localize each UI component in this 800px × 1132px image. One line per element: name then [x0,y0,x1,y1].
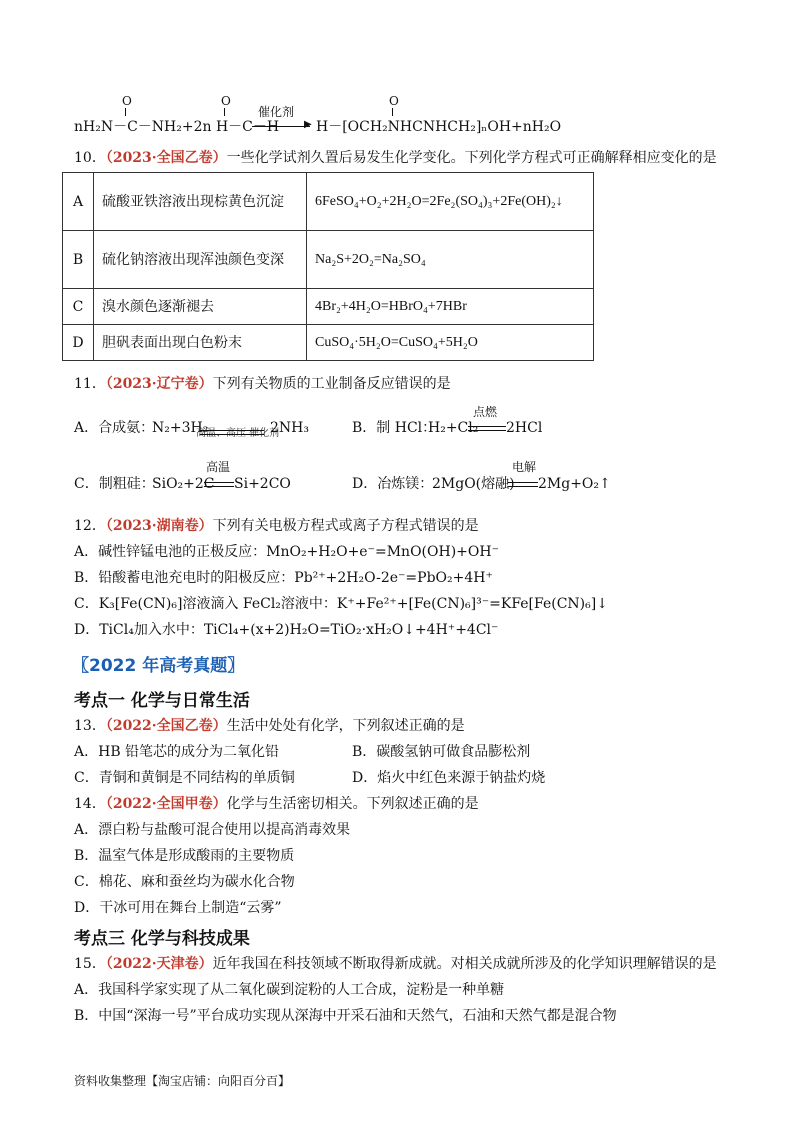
topic-heading-3: 考点三 化学与科技成果 [74,929,250,949]
q11-option-a-right: 2NH₃ [270,420,309,436]
q9-right-side: H－[OCH₂NHCNHCH₂]ₙOH+nH₂O [316,119,562,135]
q12-stem [74,516,479,536]
q11-option-a-label: A．合成氨： [74,420,155,436]
q14-option-d: D．干冰可用在舞台上制造“云雾” [74,900,282,916]
q13-option-a: A．HB 铅笔芯的成分为二氧化铅 [74,744,280,760]
carbonyl-o-1: O [122,94,132,108]
double-bond-1 [125,108,127,116]
question-number: 12． [74,518,106,534]
q11-option-b-condition: 点燃 [473,405,498,419]
q11-option-c-label: C．制粗硅： [74,476,155,492]
question-text: 近年我国在科技领域不断取得新成就。对相关成就所涉及的化学知识理解错误的是 [212,956,717,972]
q11-option-b-right: 2HCl [506,420,543,436]
double-bond-2 [224,108,226,116]
option-description: 胆矾表面出现白色粉末 [94,325,307,361]
option-equation: 4Br₂+4H₂O=HBrO₄+7HBr [307,289,594,325]
q14-option-c: C．棉花、麻和蚕丝均为碳水化合物 [74,874,295,890]
q11-stem [74,374,451,394]
question-text: 生活中处处有化学，下列叙述正确的是 [226,718,465,734]
table-row [63,289,594,325]
q11-option-a-condition: 高温、高压 催化剂 [196,428,280,439]
section-heading-2022: 〖2022 年高考真题〗 [72,656,245,676]
question-text: 下列有关电极方程式或离子方程式错误的是 [212,518,479,534]
equals-sign [508,482,538,487]
q15-option-a: A．我国科学家实现了从二氧化碳到淀粉的人工合成，淀粉是一种单糖 [74,982,505,998]
option-description: 硫酸亚铁溶液出现棕黄色沉淀 [94,173,307,231]
double-bond-3 [392,108,394,116]
equals-sign [468,426,506,431]
question-text: 下列有关物质的工业制备反应错误的是 [212,376,451,392]
q11-option-d-condition: 电解 [512,460,537,474]
q10-options-table [62,172,594,361]
reaction-arrow [252,126,310,127]
question-text: 一些化学试剂久置后易发生化学变化。下列化学方程式可正确解释相应变化的是 [226,150,717,166]
q11-option-d-left: 2MgO(熔融) [432,476,515,492]
question-number: 11． [74,376,106,392]
option-equation: CuSO₄·5H₂O=CuSO₄+5H₂O [307,325,594,361]
q13-stem [74,716,465,736]
question-number: 10． [74,150,106,166]
equals-sign [204,482,234,487]
table-row [63,173,594,231]
option-label: B [63,231,94,289]
q11-option-d-label: D．冶炼镁： [352,476,434,492]
option-label: A [63,173,94,231]
question-number: 15． [74,956,106,972]
option-label: D [63,325,94,361]
question-number: 14． [74,796,106,812]
q14-option-a: A．漂白粉与盐酸可混合使用以提高消毒效果 [74,822,351,838]
q13-option-c: C．青铜和黄铜是不同结构的单质铜 [74,770,295,786]
q13-option-b: B．碳酸氢钠可做食品膨松剂 [352,744,531,760]
q9-left-side: nH₂N－C－NH₂+2n H－C－H [74,119,280,135]
equilibrium-sign [200,430,264,435]
table-row [63,325,594,361]
topic-heading-1: 考点一 化学与日常生活 [74,691,250,711]
q11-option-b-label: B．制 HCl： [352,420,437,436]
q11-option-b-left: H₂+Cl₂ [428,420,479,436]
question-text: 化学与生活密切相关。下列叙述正确的是 [226,796,479,812]
q15-stem [74,954,717,974]
q15-option-b: B．中国“深海一号”平台成功实现从深海中开采石油和天然气，石油和天然气都是混合物 [74,1008,617,1024]
option-description: 溴水颜色逐渐褪去 [94,289,307,325]
q12-option-d: D．TiCl₄加入水中：TiCl₄+(x+2)H₂O=TiO₂·xH₂O↓+4H⁺+4Cl⁻ [74,622,499,638]
q11-option-d-right: 2Mg+O₂↑ [538,476,611,492]
question-number: 13． [74,718,106,734]
q10-stem [74,148,717,168]
question-source: （2023·湖南卷） [105,518,213,534]
q11-option-c-condition: 高温 [206,460,231,474]
arrow-head-icon: ▶ [304,119,312,130]
q13-option-d: D．焰火中红色来源于钠盐灼烧 [352,770,546,786]
carbonyl-o-3: O [389,94,399,108]
q12-option-c: C．K₃[Fe(CN)₆]溶液滴入 FeCl₂溶液中：K⁺+Fe²⁺+[Fe(CN)₆]³⁻=KFe[Fe(CN)₆]↓ [74,596,608,612]
page-footer: 资料收集整理【淘宝店铺：向阳百分百】 [74,1074,291,1088]
q9-catalyst: 催化剂 [258,105,295,119]
q11-option-c-left: SiO₂+2C [152,476,215,492]
q12-option-b: B．铅酸蓄电池充电时的阳极反应：Pb²⁺+2H₂O-2e⁻=PbO₂+4H⁺ [74,570,493,586]
option-equation: 6FeSO₄+O₂+2H₂O=2Fe₂(SO₄)₃+2Fe(OH)₂↓ [307,173,594,231]
option-equation: Na₂S+2O₂=Na₂SO₄ [307,231,594,289]
option-label: C [63,289,94,325]
question-source: （2023·辽宁卷） [105,376,213,392]
q11-option-c-right: Si+2CO [234,476,291,492]
q14-option-b: B．温室气体是形成酸雨的主要物质 [74,848,295,864]
option-description: 硫化钠溶液出现浑浊颜色变深 [94,231,307,289]
table-row [63,231,594,289]
question-source: （2022·全国乙卷） [105,718,227,734]
q11-option-a-left: N₂+3H₂ [152,420,209,436]
q14-stem [74,794,479,814]
question-source: （2023·全国乙卷） [105,150,227,166]
question-source: （2022·天津卷） [105,956,213,972]
carbonyl-o-2: O [221,94,231,108]
q12-option-a: A．碱性锌锰电池的正极反应：MnO₂+H₂O+e⁻=MnO(OH)+OH⁻ [74,544,499,560]
question-source: （2022·全国甲卷） [105,796,227,812]
